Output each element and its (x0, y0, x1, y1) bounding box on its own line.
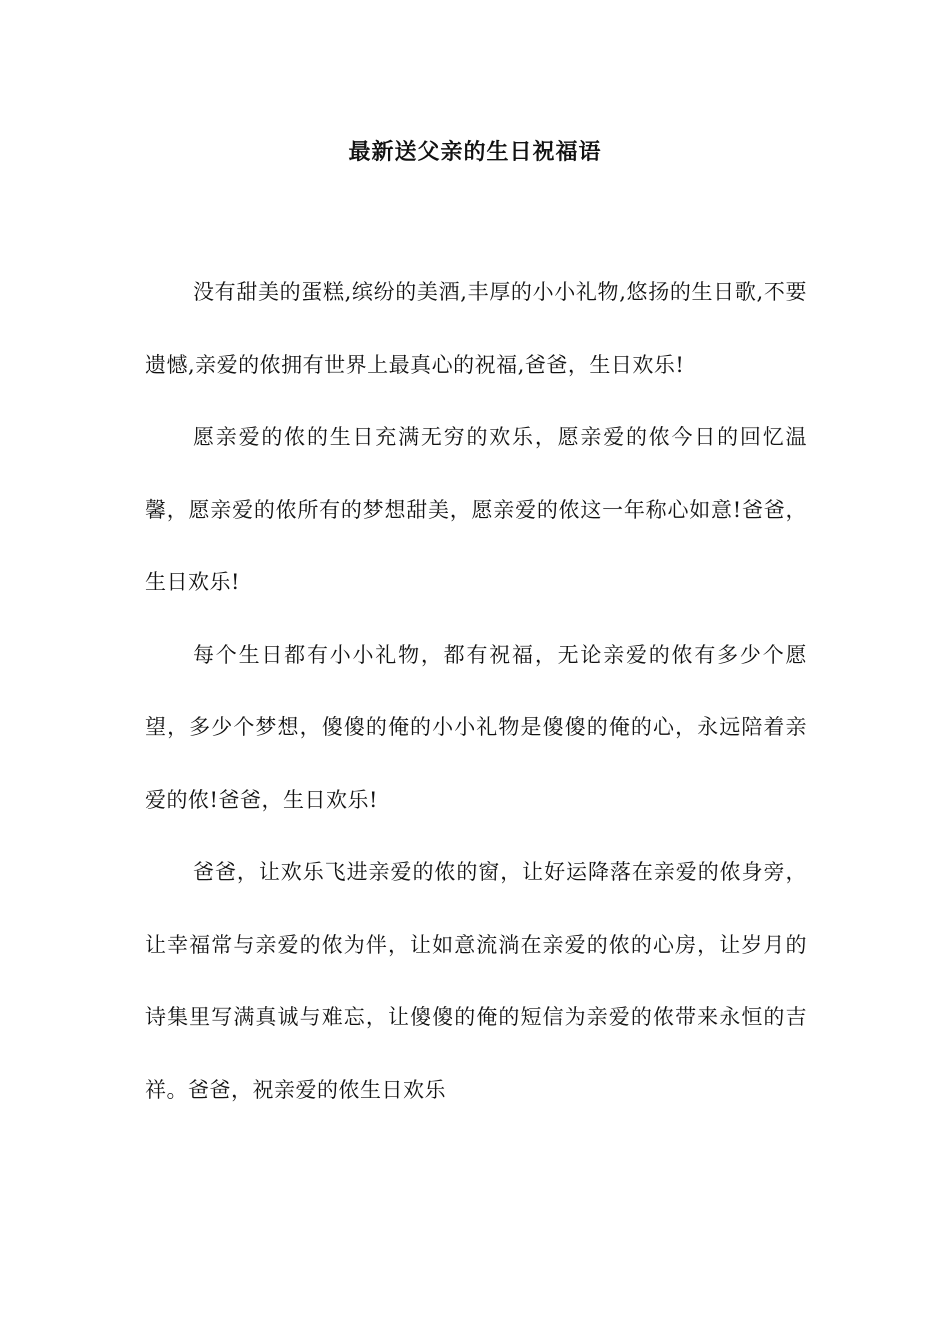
document-body (145, 256, 807, 1126)
paragraph-4: 爸爸，让欢乐飞进亲爱的侬的窗，让好运降落在亲爱的侬身旁，让幸福常与亲爱的侬为伴，让如意流淌在亲爱的侬的心房，让岁月的诗集里写满真诚与难忘，让傻傻的俺的短信为亲爱的侬带来永恒的吉祥。爸爸，祝亲爱的侬生日欢乐 (145, 860, 807, 1102)
document-title: 最新送父亲的生日祝福语 (348, 139, 602, 165)
paragraph-3: 每个生日都有小小礼物，都有祝福，无论亲爱的侬有多少个愿望，多少个梦想，傻傻的俺的小小礼物是傻傻的俺的心，永远陪着亲爱的侬!爸爸，生日欢乐! (145, 642, 807, 812)
paragraph-1: 没有甜美的蛋糕,缤纷的美酒,丰厚的小小礼物,悠扬的生日歌,不要遗憾,亲爱的侬拥有世界上最真心的祝福,爸爸，生日欢乐! (145, 280, 807, 377)
paragraph-2: 愿亲爱的侬的生日充满无穷的欢乐，愿亲爱的侬今日的回忆温馨，愿亲爱的侬所有的梦想甜美，愿亲爱的侬这一年称心如意!爸爸，生日欢乐! (145, 425, 807, 594)
